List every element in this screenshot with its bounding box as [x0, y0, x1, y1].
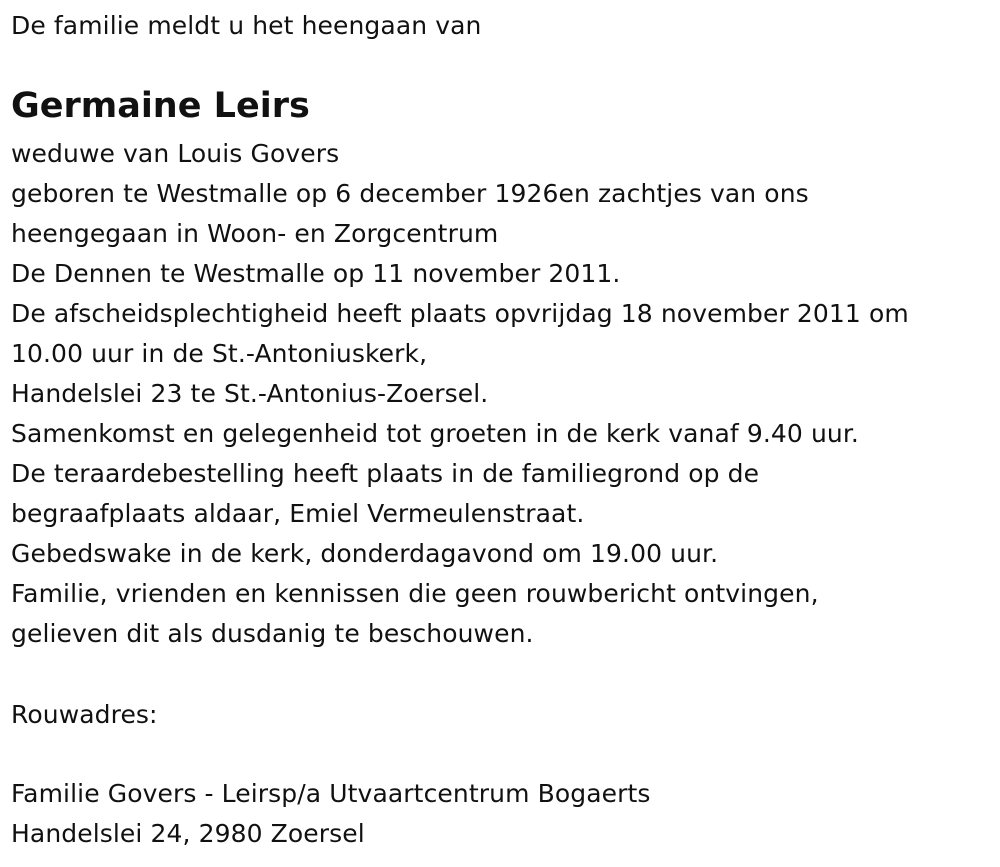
address-line: Familie Govers - Leirsp/a Utvaartcentrum Bogaerts	[11, 779, 651, 808]
notice-line: Familie, vrienden en kennissen die geen rouwbericht ontvingen,	[11, 579, 819, 608]
notice-line: weduwe van Louis Govers	[11, 139, 340, 168]
notice-line: geboren te Westmalle op 6 december 1926en zachtjes van ons	[11, 179, 809, 208]
address-label: Rouwadres:	[11, 700, 158, 729]
notice-line: De teraardebestelling heeft plaats in de familiegrond op de	[11, 459, 760, 488]
notice-line: Gebedswake in de kerk, donderdagavond om 19.00 uur.	[11, 539, 719, 568]
notice-line: heengegaan in Woon- en Zorgcentrum	[11, 219, 499, 248]
notice-line: Samenkomst en gelegenheid tot groeten in de kerk vanaf 9.40 uur.	[11, 419, 859, 448]
notice-body	[11, 134, 909, 654]
notice-line: begraafplaats aldaar, Emiel Vermeulenstraat.	[11, 499, 585, 528]
notice-line: Handelslei 23 te St.-Antonius-Zoersel.	[11, 379, 489, 408]
address-line: Handelslei 24, 2980 Zoersel	[11, 819, 365, 848]
notice-line: De afscheidsplechtigheid heeft plaats opvrijdag 18 november 2011 om	[11, 299, 909, 328]
notice-line: De Dennen te Westmalle op 11 november 2011.	[11, 259, 621, 288]
notice-line: gelieven dit als dusdanig te beschouwen.	[11, 619, 534, 648]
deceased-name: Germaine Leirs	[11, 86, 310, 126]
notice-line: 10.00 uur in de St.-Antoniuskerk,	[11, 339, 428, 368]
intro-text: De familie meldt u het heengaan van	[11, 11, 482, 40]
mourning-address	[11, 774, 651, 854]
